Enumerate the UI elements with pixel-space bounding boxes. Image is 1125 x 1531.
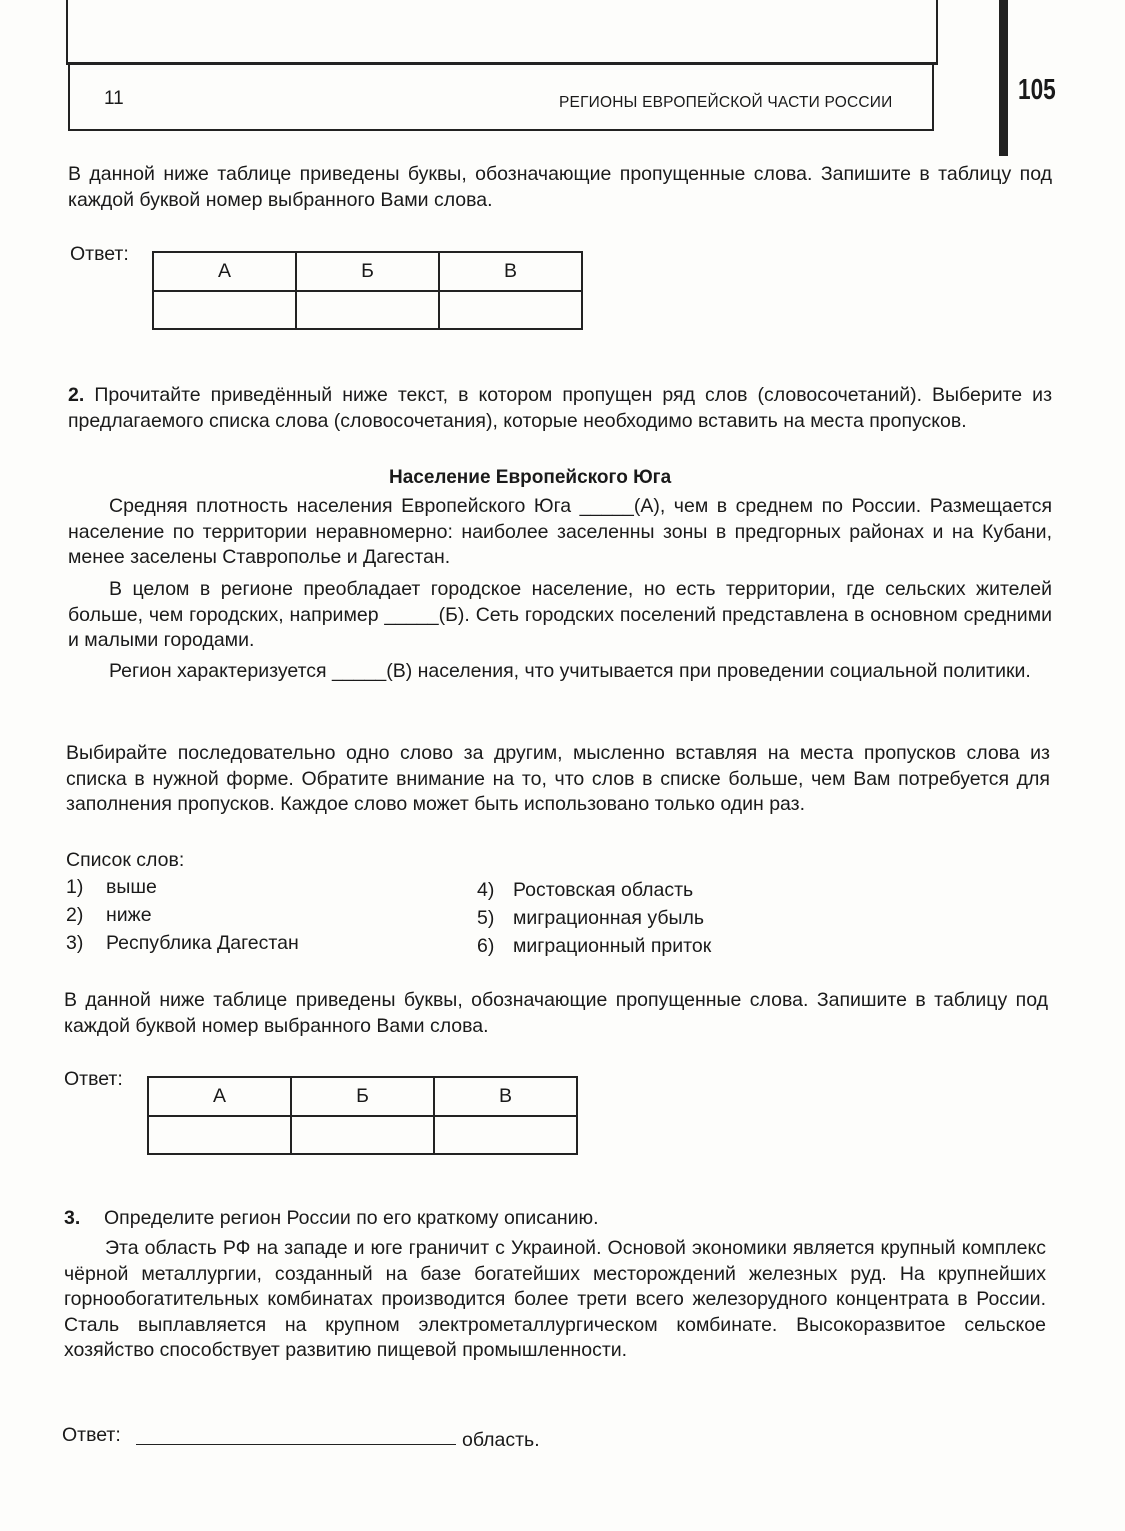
task2-answer-label: Ответ: — [64, 1068, 123, 1090]
task1-table-instruction: В данной ниже таблице приведены буквы, обозначающие пропущенные слова. Запишите в таблицу под каждой буквой номер выбранного Вами слова. — [68, 163, 1052, 211]
task2-col-a: А — [148, 1077, 291, 1116]
page-edge-bar — [999, 0, 1008, 156]
task3-number: 3. — [64, 1207, 81, 1229]
task2-text-title: Население Европейского Юга — [389, 467, 672, 488]
task2-list-title: Список слов: — [66, 849, 185, 871]
task2-intro — [68, 383, 1052, 434]
task1-answer-cell-b[interactable] — [296, 291, 439, 329]
task2-answer-cell-v[interactable] — [434, 1116, 577, 1154]
task2-paragraph-3: Регион характеризуется _____(В) населения, что учитывается при проведении социальной политики. — [109, 660, 1031, 682]
word-item: 4) Ростовская область — [477, 879, 694, 901]
task3-answer-label: Ответ: — [62, 1424, 121, 1446]
task2-paragraph-2: В целом в регионе преобладает городское население, но есть территории, где сельских жителей больше, чем городских, например _____(Б). Сеть городских поселений представлена в основном средними и малыми городами. — [68, 578, 1052, 652]
task3-description: Эта область РФ на западе и юге граничит с Украиной. Основой экономики является крупный комплекс чёрной металлургии, созданный на базе богатейших месторождений железных руд. На крупнейших горнообогатительных комбинатах производится более трети всего железорудного концентрата в России. Сталь выплавляется на крупном электрометаллургическом комбинате. Высокоразвитое сельское хозяйство способствует развитию пищевой промышленности. — [64, 1237, 1046, 1362]
task2-answer-cell-b[interactable] — [291, 1116, 434, 1154]
task1-answer-cell-a[interactable] — [153, 291, 296, 329]
word-item: 1) выше — [66, 876, 157, 898]
task3-answer-suffix: область. — [462, 1429, 540, 1451]
word-item: 5) миграционная убыль — [477, 907, 705, 929]
task1-answer-cell-v[interactable] — [439, 291, 582, 329]
task3-question — [64, 1206, 599, 1232]
task1-answer-table — [152, 251, 583, 330]
task2-table-instruction: В данной ниже таблице приведены буквы, обозначающие пропущенные слова. Запишите в таблицу под каждой буквой номер выбранного Вами слова. — [64, 989, 1048, 1037]
task2-choose-instruction: Выбирайте последовательно одно слово за другим, мысленно вставляя на места пропусков слова из списка в нужной форме. Обратите внимание на то, что слов в списке больше, чем Вам потребуется для заполнения пропусков. Каждое слово может быть использовано только один раз. — [66, 742, 1050, 816]
task2-paragraph-1: Средняя плотность населения Европейского Юга _____(А), чем в среднем по России. Размещается население по территории неравномерно: наиболее заселенны зоны в предгорных районах и на Кубани, менее заселены Ставрополье и Дагестан. — [68, 495, 1052, 569]
task1-answer-label: Ответ: — [70, 243, 129, 265]
header-frame-top — [66, 0, 938, 65]
task2-col-b: Б — [291, 1077, 434, 1116]
task1-col-v: В — [439, 252, 582, 291]
task1-col-a: А — [153, 252, 296, 291]
page-number: 105 — [1018, 74, 1056, 106]
task2-answer-cell-a[interactable] — [148, 1116, 291, 1154]
task1-col-b: Б — [296, 252, 439, 291]
word-item: 6) миграционный приток — [477, 935, 712, 957]
word-item: 2) ниже — [66, 904, 152, 926]
word-list-left — [66, 876, 299, 960]
task2-col-v: В — [434, 1077, 577, 1116]
task2-intro-text: Прочитайте приведённый ниже текст, в котором пропущен ряд слов (словосочетаний). Выберите из предлагаемого списка слова (словосочетания), которые необходимо вставить на места пропусков. — [68, 384, 1053, 432]
task2-answer-table — [147, 1076, 578, 1155]
chapter-number: 11 — [104, 88, 124, 109]
task3-answer-line[interactable] — [136, 1444, 456, 1445]
task2-number: 2. — [68, 384, 85, 406]
running-title: РЕГИОНЫ ЕВРОПЕЙСКОЙ ЧАСТИ РОССИИ — [559, 94, 893, 111]
word-item: 3) Республика Дагестан — [66, 932, 299, 954]
word-list-right — [477, 879, 711, 963]
task3-question-text: Определите регион России по его краткому описанию. — [104, 1207, 599, 1229]
